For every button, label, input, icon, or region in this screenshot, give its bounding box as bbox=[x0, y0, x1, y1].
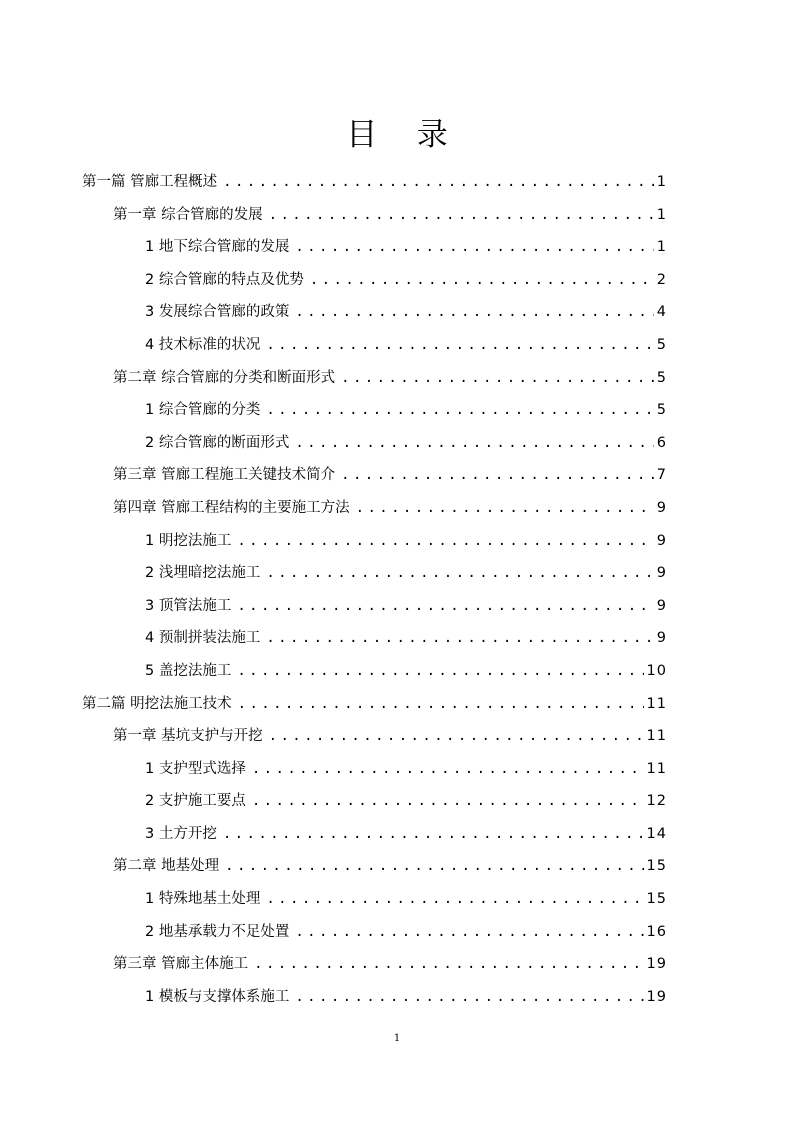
toc-entry[interactable] bbox=[82, 362, 667, 395]
table-of-contents bbox=[82, 166, 667, 1013]
toc-entry-page: 5 bbox=[656, 336, 667, 353]
dot-leader bbox=[295, 296, 653, 329]
toc-entry-page: 7 bbox=[656, 467, 667, 484]
toc-entry[interactable] bbox=[82, 296, 667, 329]
toc-entry[interactable] bbox=[82, 981, 667, 1014]
toc-entry-page: 9 bbox=[656, 565, 667, 582]
toc-entry-label: 1 模板与支撑体系施工 bbox=[145, 988, 290, 1005]
toc-entry[interactable] bbox=[82, 264, 667, 297]
dot-leader bbox=[225, 850, 643, 883]
toc-entry[interactable] bbox=[82, 329, 667, 362]
toc-entry[interactable] bbox=[82, 199, 667, 232]
dot-leader bbox=[237, 590, 653, 623]
toc-entry-label: 2 综合管廊的断面形式 bbox=[145, 434, 290, 451]
toc-entry[interactable] bbox=[82, 166, 667, 199]
dot-leader bbox=[266, 394, 653, 427]
toc-entry-page: 15 bbox=[646, 858, 667, 875]
toc-entry[interactable] bbox=[82, 459, 667, 492]
toc-entry[interactable] bbox=[82, 655, 667, 688]
toc-entry-page: 11 bbox=[646, 728, 667, 745]
toc-entry-label: 3 土方开挖 bbox=[145, 825, 217, 842]
dot-leader bbox=[341, 362, 654, 395]
dot-leader bbox=[356, 492, 654, 525]
toc-entry-page: 19 bbox=[646, 956, 667, 973]
toc-entry-label: 第四章 管廊工程结构的主要施工方法 bbox=[113, 499, 350, 516]
toc-entry-label: 2 综合管廊的特点及优势 bbox=[145, 271, 304, 288]
toc-entry[interactable] bbox=[82, 492, 667, 525]
toc-entry-label: 1 地下综合管廊的发展 bbox=[145, 239, 290, 256]
toc-entry-label: 第二章 综合管廊的分类和断面形式 bbox=[113, 369, 336, 386]
toc-entry-label: 第三章 管廊主体施工 bbox=[113, 956, 249, 973]
dot-leader bbox=[295, 427, 653, 460]
dot-leader bbox=[237, 655, 643, 688]
dot-leader bbox=[266, 622, 653, 655]
toc-entry-page: 1 bbox=[656, 239, 667, 256]
toc-entry-page: 1 bbox=[656, 206, 667, 223]
toc-entry-page: 10 bbox=[646, 662, 667, 679]
dot-leader bbox=[223, 166, 654, 199]
toc-entry[interactable] bbox=[82, 525, 667, 558]
toc-entry-label: 第二章 地基处理 bbox=[113, 858, 220, 875]
toc-entry-label: 4 技术标准的状况 bbox=[145, 336, 261, 353]
toc-entry-label: 第一篇 管廊工程概述 bbox=[82, 174, 218, 190]
toc-entry-page: 19 bbox=[646, 988, 667, 1005]
toc-entry[interactable] bbox=[82, 590, 667, 623]
dot-leader bbox=[266, 883, 643, 916]
toc-entry-page: 12 bbox=[646, 793, 667, 810]
toc-entry-label: 1 综合管廊的分类 bbox=[145, 402, 261, 419]
toc-entry-page: 9 bbox=[656, 499, 667, 516]
toc-entry-label: 3 顶管法施工 bbox=[145, 597, 232, 614]
dot-leader bbox=[269, 720, 644, 753]
dot-leader bbox=[254, 948, 643, 981]
dot-leader bbox=[252, 785, 644, 818]
toc-entry-page: 5 bbox=[656, 402, 667, 419]
toc-entry-label: 第三章 管廊工程施工关键技术简介 bbox=[113, 467, 336, 484]
toc-entry[interactable] bbox=[82, 850, 667, 883]
toc-entry[interactable] bbox=[82, 883, 667, 916]
toc-entry-page: 5 bbox=[656, 369, 667, 386]
toc-entry-page: 11 bbox=[646, 760, 667, 777]
toc-entry-page: 14 bbox=[646, 825, 667, 842]
toc-entry-label: 2 浅埋暗挖法施工 bbox=[145, 565, 261, 582]
toc-entry[interactable] bbox=[82, 785, 667, 818]
toc-entry[interactable] bbox=[82, 622, 667, 655]
toc-entry[interactable] bbox=[82, 688, 667, 721]
dot-leader bbox=[266, 329, 653, 362]
toc-entry-page: 2 bbox=[656, 271, 667, 288]
toc-entry[interactable] bbox=[82, 394, 667, 427]
toc-entry-label: 1 支护型式选择 bbox=[145, 760, 246, 777]
toc-entry-label: 3 发展综合管廊的政策 bbox=[145, 304, 290, 321]
toc-entry-label: 4 预制拼装法施工 bbox=[145, 630, 261, 647]
toc-entry-label: 第一章 综合管廊的发展 bbox=[113, 206, 263, 223]
dot-leader bbox=[295, 981, 643, 1014]
toc-title: 目 录 bbox=[346, 117, 448, 153]
dot-leader bbox=[266, 557, 653, 590]
toc-entry-page: 9 bbox=[656, 532, 667, 549]
toc-entry-page: 11 bbox=[646, 695, 667, 712]
toc-entry-page: 9 bbox=[656, 630, 667, 647]
toc-entry[interactable] bbox=[82, 231, 667, 264]
toc-entry-label: 第一章 基坑支护与开挖 bbox=[113, 728, 263, 745]
dot-leader bbox=[252, 753, 644, 786]
dot-leader bbox=[269, 199, 654, 232]
dot-leader bbox=[295, 916, 643, 949]
toc-entry[interactable] bbox=[82, 948, 667, 981]
toc-entry-page: 4 bbox=[656, 304, 667, 321]
toc-entry-label: 1 明挖法施工 bbox=[145, 532, 232, 549]
toc-entry-label: 5 盖挖法施工 bbox=[145, 662, 232, 679]
toc-entry[interactable] bbox=[82, 720, 667, 753]
toc-entry-page: 9 bbox=[656, 597, 667, 614]
toc-entry-page: 15 bbox=[646, 891, 667, 908]
toc-entry[interactable] bbox=[82, 427, 667, 460]
toc-entry[interactable] bbox=[82, 916, 667, 949]
dot-leader bbox=[223, 818, 644, 851]
toc-entry[interactable] bbox=[82, 753, 667, 786]
dot-leader bbox=[237, 525, 653, 558]
toc-entry-page: 6 bbox=[656, 434, 667, 451]
toc-entry[interactable] bbox=[82, 818, 667, 851]
toc-entry[interactable] bbox=[82, 557, 667, 590]
toc-entry-page: 1 bbox=[656, 174, 667, 190]
page-number: 1 bbox=[393, 1033, 401, 1044]
toc-entry-page: 16 bbox=[646, 923, 667, 940]
dot-leader bbox=[295, 231, 653, 264]
dot-leader bbox=[310, 264, 654, 297]
toc-entry-label: 2 支护施工要点 bbox=[145, 793, 246, 810]
toc-entry-label: 1 特殊地基土处理 bbox=[145, 891, 261, 908]
toc-entry-label: 2 地基承载力不足处置 bbox=[145, 923, 290, 940]
dot-leader bbox=[341, 459, 654, 492]
dot-leader bbox=[238, 688, 644, 721]
toc-entry-label: 第二篇 明挖法施工技术 bbox=[82, 695, 232, 712]
